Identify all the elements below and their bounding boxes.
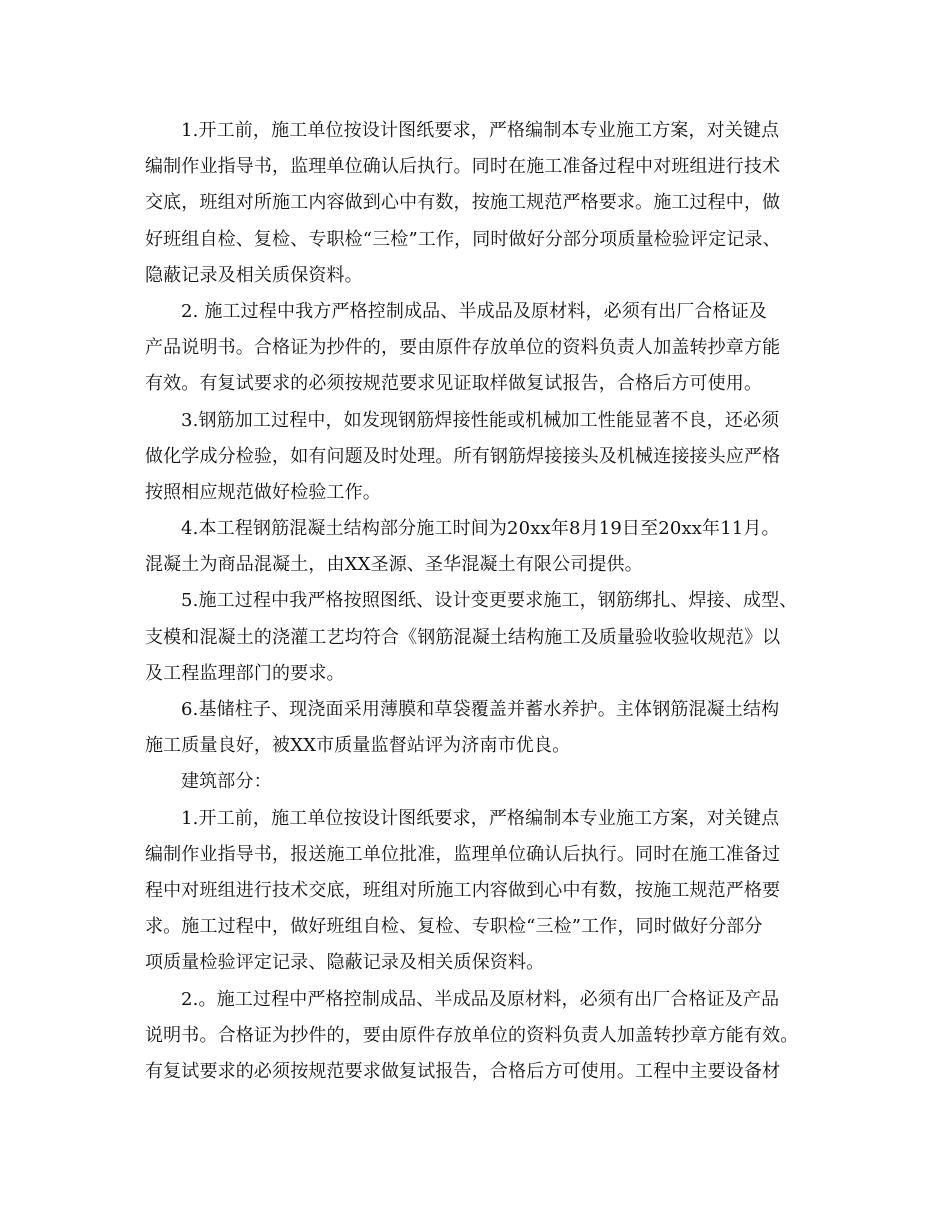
text-line: 隐蔽记录及相关质保资料。 xyxy=(145,264,363,286)
text-line: 4.本工程钢筋混凝土结构部分施工时间为20xx年8月19日至20xx年11月。 xyxy=(181,518,780,540)
text-line: 3.钢筋加工过程中，如发现钢筋焊接性能或机械加工性能显著不良，还必须 xyxy=(181,409,780,431)
text-line: 好班组自检、复检、专职检“三检”工作，同时做好分部分项质量检验评定记录、 xyxy=(145,228,781,250)
text-line: 按照相应规范做好检验工作。 xyxy=(145,481,381,503)
text-line: 说明书。合格证为抄件的，要由原件存放单位的资料负责人加盖转抄章方能有效。 xyxy=(145,1024,799,1046)
text-line: 项质量检验评定记录、隐蔽记录及相关质保资料。 xyxy=(145,952,545,974)
text-line: 程中对班组进行技术交底，班组对所施工内容做到心中有数，按施工规范严格要 xyxy=(145,879,781,901)
text-line: 交底，班组对所施工内容做到心中有数，按施工规范严格要求。施工过程中，做 xyxy=(145,192,781,214)
text-line: 6.基储柱子、现浇面采用薄膜和草袋覆盖并蓄水养护。主体钢筋混凝土结构 xyxy=(181,699,780,720)
text-line: 5.施工过程中我严格按照图纸、设计变更要求施工，钢筋绑扎、焊接、成型、 xyxy=(181,590,798,612)
text-line: 编制作业指导书，监理单位确认后执行。同时在施工准备过程中对班组进行技术 xyxy=(145,156,781,178)
text-line: 施工质量良好，被XX市质量监督站评为济南市优良。 xyxy=(145,735,571,757)
text-line: 做化学成分检验，如有问题及时处理。所有钢筋焊接接头及机械连接接头应严格 xyxy=(145,445,781,467)
text-line: 及工程监理部门的要求。 xyxy=(145,662,345,684)
text-line: 混凝土为商品混凝土，由XX圣源、圣华混凝土有限公司提供。 xyxy=(145,554,643,576)
text-line: 有复试要求的必须按规范要求做复试报告，合格后方可使用。工程中主要设备材 xyxy=(145,1060,781,1082)
text-line: 求。施工过程中，做好班组自检、复检、专职检“三检”工作，同时做好分部分 xyxy=(145,916,763,938)
text-line: 建筑部分： xyxy=(181,771,272,793)
text-line: 有效。有复试要求的必须按规范要求见证取样做复试报告，合格后方可使用。 xyxy=(145,373,763,395)
text-line: 1.开工前，施工单位按设计图纸要求，严格编制本专业施工方案，对关键点 xyxy=(181,120,780,141)
text-line: 1.开工前，施工单位按设计图纸要求，严格编制本专业施工方案，对关键点 xyxy=(181,807,780,829)
document-body xyxy=(145,113,810,1090)
text-line: 支模和混凝土的浇灌工艺均符合《钢筋混凝土结构施工及质量验收验收规范》以 xyxy=(145,626,781,648)
text-line: 产品说明书。合格证为抄件的，要由原件存放单位的资料负责人加盖转抄章方能 xyxy=(145,337,781,359)
text-line: 编制作业指导书，报送施工单位批准，监理单位确认后执行。同时在施工准备过 xyxy=(145,843,781,865)
text-line: 2. 施工过程中我方严格控制成品、半成品及原材料，必须有出厂合格证及 xyxy=(181,300,767,322)
text-line: 2.。施工过程中严格控制成品、半成品及原材料，必须有出厂合格证及产品 xyxy=(181,988,780,1010)
